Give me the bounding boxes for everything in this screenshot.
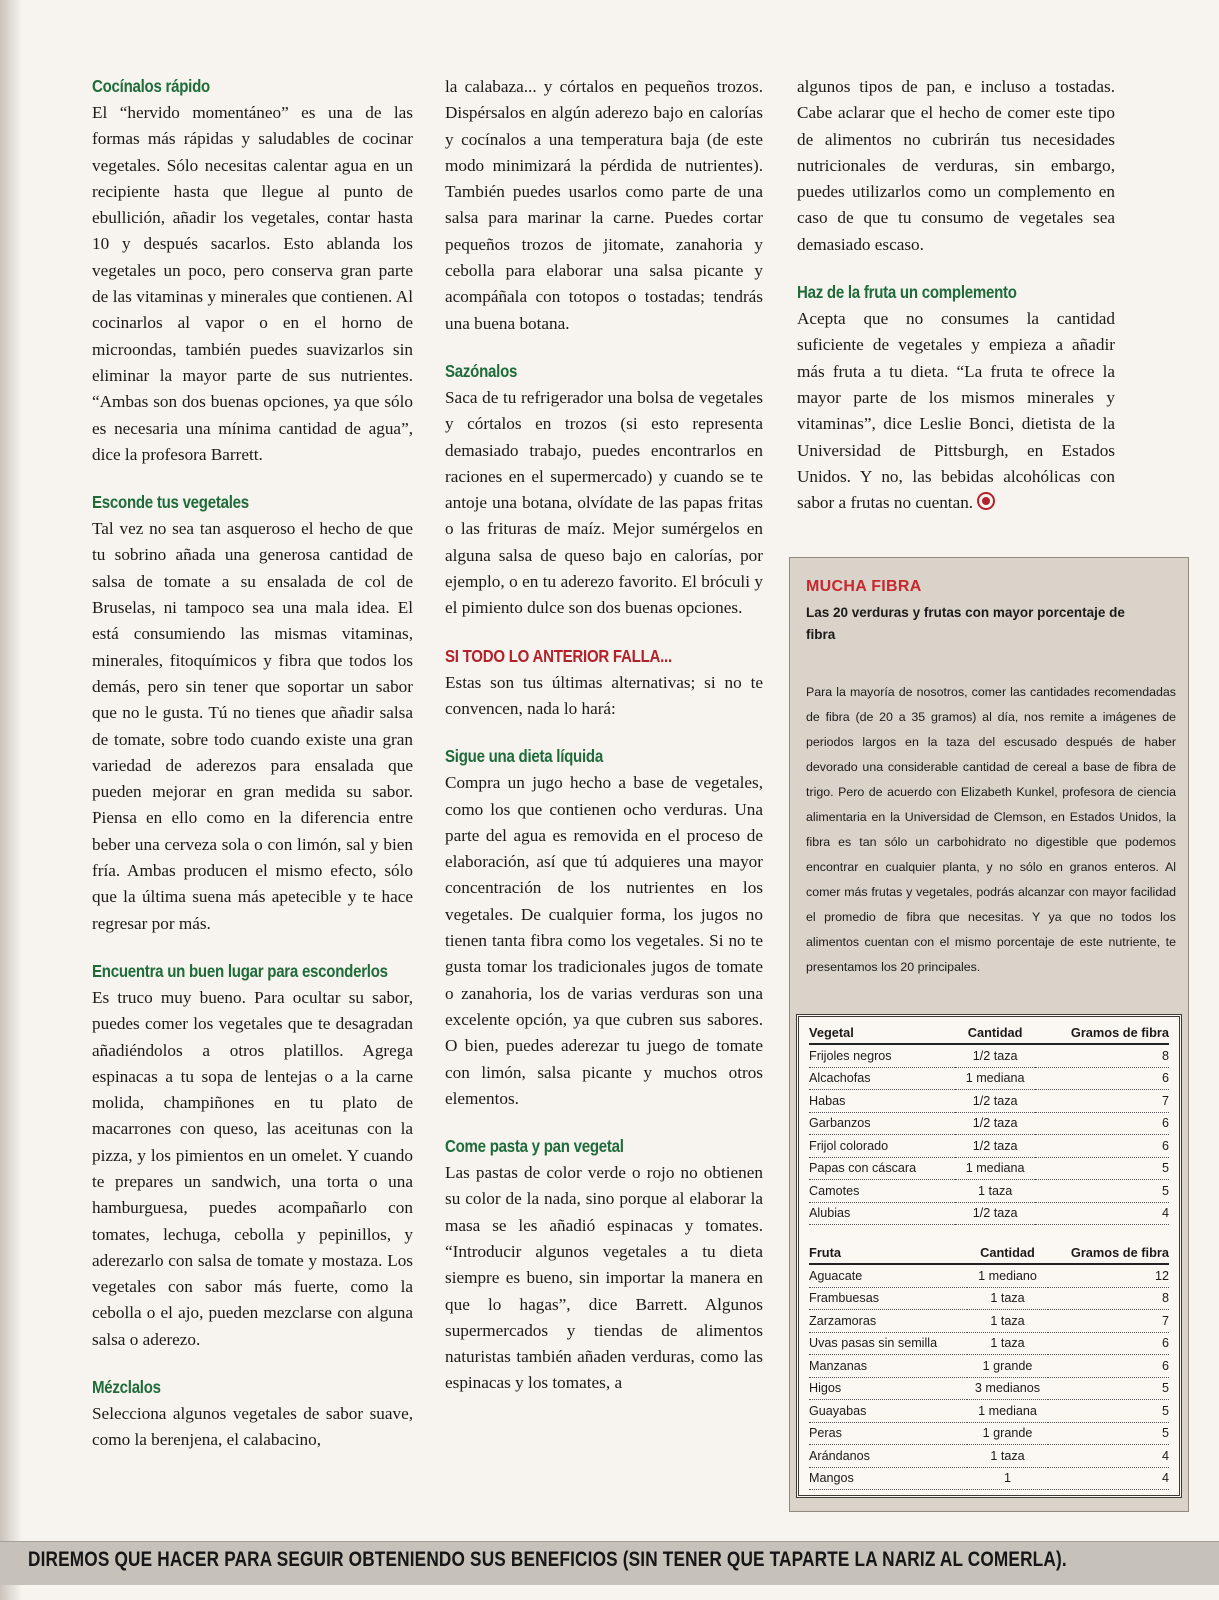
article-column-2: [445, 74, 763, 1397]
food-quantity: 1/2 taza: [955, 1090, 1035, 1113]
table-row: [809, 1044, 1169, 1067]
food-name: Habas: [809, 1090, 955, 1113]
fiber-grams: 5: [1048, 1377, 1169, 1400]
table-row: [809, 1135, 1169, 1158]
section-heading: Cocínalos rápido: [92, 76, 210, 96]
food-name: Peras: [809, 1422, 967, 1445]
food-name: Zarzamoras: [809, 1310, 967, 1333]
food-name: Alubias: [809, 1202, 955, 1225]
fiber-grams: 4: [1048, 1445, 1169, 1468]
food-quantity: 1/2 taza: [955, 1202, 1035, 1225]
fiber-grams: 6: [1035, 1135, 1169, 1158]
section-body: Saca de tu refrigerador una bolsa de vegetales y córtalos en trozos (si esto representa demasiado trabajo, puedes encontrarlos en raciones en el supermercado) y cuando se te antoje una botana, olvídate de las papas fritas o las frituras de maíz. Mejor sumérgelos en alguna salsa de queso bajo en calorías, por ejemplo, o en tu aderezo favorito. El bróculi y el pimiento dulce son dos buenas opciones.: [445, 387, 763, 618]
fiber-grams: 8: [1035, 1044, 1169, 1067]
table-row: [809, 1157, 1169, 1180]
section-heading: Mézclalos: [92, 1377, 161, 1398]
food-quantity: 1 grande: [967, 1422, 1047, 1445]
table-row: [809, 1400, 1169, 1423]
column-header: Gramos de fibra: [1048, 1241, 1169, 1264]
fiber-sidebar-box: [789, 557, 1189, 1512]
sidebar-subtitle: Las 20 verduras y frutas con mayor porcentaje de fibra: [806, 605, 1125, 642]
food-name: Arándanos: [809, 1445, 967, 1468]
section-heading: Come pasta y pan vegetal: [445, 1136, 624, 1157]
food-quantity: 1: [967, 1467, 1047, 1490]
food-name: Papas con cáscara: [809, 1157, 955, 1180]
table-header-row: [809, 1021, 1169, 1044]
table-row: [809, 1377, 1169, 1400]
column-header: Vegetal: [809, 1021, 955, 1044]
food-quantity: 1 taza: [967, 1445, 1047, 1468]
food-quantity: 3 medianos: [967, 1377, 1047, 1400]
section-body: El “hervido momentáneo” es una de las formas más rápidas y saludables de cocinar vegetales. Sólo necesitas calentar agua en un recipiente hasta que llegue al punto de ebullición, añadir los vegetales, contar hasta 10 y después sacarlos. Esto ablanda los vegetales un poco, pero conserva gran parte de las vitaminas y minerales que contienen. Al cocinarlos al vapor o en el horno de microondas, también puedes suavizarlos sin eliminar la mayor parte de sus nutrientes. “Ambas son dos buenas opciones, ya que sólo es necesaria una mínima cantidad de agua”, dice la profesora Barrett.: [92, 103, 413, 464]
fiber-grams: 7: [1048, 1310, 1169, 1333]
table-row: [809, 1067, 1169, 1090]
section-heading: Sazónalos: [445, 360, 518, 381]
table-row: [809, 1287, 1169, 1310]
fiber-grams: 6: [1035, 1112, 1169, 1135]
page-edge-shadow: [0, 0, 22, 1600]
column-header: Cantidad: [967, 1241, 1047, 1264]
food-name: Frijol colorado: [809, 1135, 955, 1158]
food-quantity: 1/2 taza: [955, 1044, 1035, 1067]
table-row: [809, 1355, 1169, 1378]
table-row: [809, 1202, 1169, 1225]
food-name: Manzanas: [809, 1355, 967, 1378]
table-row: [809, 1264, 1169, 1287]
fiber-grams: 12: [1048, 1264, 1169, 1287]
table-row: [809, 1180, 1169, 1203]
food-name: Frijoles negros: [809, 1044, 955, 1067]
food-quantity: 1 mediano: [967, 1264, 1047, 1287]
section-body: Las pastas de color verde o rojo no obtienen su color de la nada, sino porque al elaborar la masa se les añadió espinacas y tomates. “Introducir algunos vegetales a tu dieta siempre es bueno, sin importar la manera en que lo hagas”, dice Barrett. Algunos supermercados y tiendas de alimentos naturistas también añaden verduras, como las espinacas y los tomates, a: [445, 1163, 763, 1393]
food-name: Mangos: [809, 1467, 967, 1490]
section-body-wrapper: [797, 306, 1115, 516]
section-body: Acepta que no consumes la cantidad suficiente de vegetales y empieza a añadir más fruta a tu dieta. “La fruta te ofrece la mayor parte de los mismos minerales y vitaminas”, dice Leslie Bonci, dietista de la Universidad de Pittsburgh, en Estados Unidos. Y no, las bebidas alcohólicas con sabor a frutas no cuentan.: [797, 309, 1115, 513]
food-quantity: 1 taza: [967, 1310, 1047, 1333]
table-row: [809, 1090, 1169, 1113]
food-quantity: 1 mediana: [955, 1067, 1035, 1090]
section-heading: Haz de la fruta un complemento: [797, 282, 1017, 303]
food-name: Higos: [809, 1377, 967, 1400]
table-header-row: [809, 1241, 1169, 1264]
food-name: Guayabas: [809, 1400, 967, 1423]
food-name: Garbanzos: [809, 1112, 955, 1135]
section-body: Selecciona algunos vegetales de sabor suave, como la berenjena, el calabacino,: [92, 1404, 413, 1450]
table-spacer: [809, 1225, 1169, 1241]
end-of-article-icon: [977, 492, 995, 510]
column-header: Cantidad: [955, 1021, 1035, 1044]
section-heading-alert: SI TODO LO ANTERIOR FALLA...: [445, 645, 672, 666]
food-quantity: 1/2 taza: [955, 1135, 1035, 1158]
table-row: [809, 1422, 1169, 1445]
section-heading: Encuentra un buen lugar para esconderlos: [92, 960, 388, 981]
section-body: algunos tipos de pan, e incluso a tostadas. Cabe aclarar que el hecho de comer este tipo de alimentos no cubrirán tus necesidades nutricionales de verduras, sin embargo, puedes utilizarlos como un complemento en caso de que tu consumo de vegetales sea demasiado escaso.: [797, 77, 1115, 254]
table-row: [809, 1112, 1169, 1135]
column-header: Fruta: [809, 1241, 967, 1264]
food-name: Frambuesas: [809, 1287, 967, 1310]
food-quantity: 1/2 taza: [955, 1112, 1035, 1135]
section-heading: Esconde tus vegetales: [92, 492, 249, 513]
table-row: [809, 1467, 1169, 1490]
section-body: Es truco muy bueno. Para ocultar su sabor, puedes comer los vegetales que te desagradan añadiéndolos a otros platillos. Agrega espinacas a tu sopa de lentejas o a la carne molida, champiñones en tu plato de macarrones con queso, las aceitunas con la pizza, y los pimientos en un omelet. Y cuando te prepares un sandwich, una torta o una hamburguesa, puedes acompañarlo con tomates, lechuga, cebolla y pepinillos, y aderezarlo con salsa de tomate y mostaza. Los vegetales con sabor más fuerte, como la cebolla o el ajo, pueden mezclarse con alguna salsa o aderezo.: [92, 987, 413, 1349]
fruits-table: [809, 1241, 1169, 1490]
article-column-1: [92, 74, 413, 1454]
food-name: Aguacate: [809, 1264, 967, 1287]
section-body: la calabaza... y córtalos en pequeños trozos. Dispérsalos en algún aderezo bajo en calorías y cocínalos a una temperatura baja (de este modo minimizará la pérdida de nutrientes). También puedes usarlos como parte de una salsa para marinar la carne. Puedes cortar pequeños trozos de jitomate, zanahoria y cebolla para elaborar una salsa picante y acompáñala con totopos o tostadas; tendrás una buena botana.: [445, 77, 763, 333]
fiber-grams: 5: [1035, 1157, 1169, 1180]
food-name: Uvas pasas sin semilla: [809, 1332, 967, 1355]
sidebar-intro: Para la mayoría de nosotros, comer las cantidades recomendadas de fibra (de 20 a 35 gramos) al día, nos remite a imágenes de periodos largos en la taza del escusado después de haber devorado una considerable cantidad de cereal a base de fibra de trigo. Pero de acuerdo con Elizabeth Kunkel, profesora de ciencia alimentaria en la Universidad de Clemson, en Estados Unidos, la fibra es tan sólo un carbohidrato no digestible que podemos encontrar en cualquier planta, y no sólo en granos enteros. Al comer más frutas y vegetales, podrás alcanzar con mayor facilidad el promedio de fibra que necesitas. Y ya que no todos los alimentos cuentan con el mismo porcentaje de este nutriente, te presentamos los 20 principales.: [806, 685, 1176, 974]
section-body: Tal vez no sea tan asqueroso el hecho de que tu sobrino añada una generosa cantidad de salsa de tomate a su ensalada de col de Bruselas, ni tampoco sea una mala idea. El está consumiendo las mismas vitaminas, minerales, fitoquímicos y fibra que todos los demás, pero sin tener que soportar un sabor que no le gusta. Tú no tienes que añadir salsa de tomate, sobre todo cuando existe una gran variedad de aderezos para ensalada que pueden mejorar en gran medida su sabor. Piensa en ello como en la diferencia entre beber una cerveza sola o con limón, sal y bien fría. Ambas producen el mismo efecto, sólo que la última suena más apetecible y te hace regresar por más.: [92, 519, 413, 933]
food-quantity: 1 grande: [967, 1355, 1047, 1378]
food-quantity: 1 mediana: [955, 1157, 1035, 1180]
fiber-grams: 5: [1048, 1400, 1169, 1423]
food-quantity: 1 taza: [967, 1332, 1047, 1355]
table-row: [809, 1310, 1169, 1333]
food-name: Camotes: [809, 1180, 955, 1203]
column-header: Gramos de fibra: [1035, 1021, 1169, 1044]
fiber-grams: 6: [1048, 1332, 1169, 1355]
sidebar-title: MUCHA FIBRA: [806, 578, 922, 595]
footer-text: DIREMOS QUE HACER PARA SEGUIR OBTENIENDO SUS BENEFICIOS (SIN TENER QUE TAPARTE LA NARIZ AL COMERLA).: [28, 1548, 1067, 1571]
fiber-grams: 7: [1035, 1090, 1169, 1113]
fiber-grams: 5: [1035, 1180, 1169, 1203]
food-quantity: 1 taza: [967, 1287, 1047, 1310]
section-heading: Sigue una dieta líquida: [445, 746, 603, 767]
section-body: Estas son tus últimas alternativas; si no te convencen, nada lo hará:: [445, 672, 763, 718]
section-body: Compra un jugo hecho a base de vegetales, como los que contienen ocho verduras. Una parte del agua es removida en el proceso de elaboración, así que tú adquieres una mayor concentración de los nutrientes en los vegetales. De cualquier forma, los jugos no tienen tanta fibra como los vegetales. Si no te gusta tomar los tradicionales jugos de tomate o zanahoria, los de varias verduras son una excelente opción, ya que cubren sus sabores. O bien, puedes aderezar tu juego de tomate con limón, salsa picante y muchos otros elementos.: [445, 773, 763, 1108]
table-row: [809, 1332, 1169, 1355]
table-row: [809, 1445, 1169, 1468]
fiber-grams: 4: [1048, 1467, 1169, 1490]
article-column-3: [797, 74, 1115, 516]
fiber-grams: 6: [1048, 1355, 1169, 1378]
fiber-grams: 6: [1035, 1067, 1169, 1090]
fiber-grams: 4: [1035, 1202, 1169, 1225]
fiber-grams: 5: [1048, 1422, 1169, 1445]
food-quantity: 1 taza: [955, 1180, 1035, 1203]
food-name: Alcachofas: [809, 1067, 955, 1090]
fiber-table-frame: [796, 1014, 1182, 1498]
vegetables-table: [809, 1021, 1169, 1225]
fiber-grams: 8: [1048, 1287, 1169, 1310]
food-quantity: 1 mediana: [967, 1400, 1047, 1423]
